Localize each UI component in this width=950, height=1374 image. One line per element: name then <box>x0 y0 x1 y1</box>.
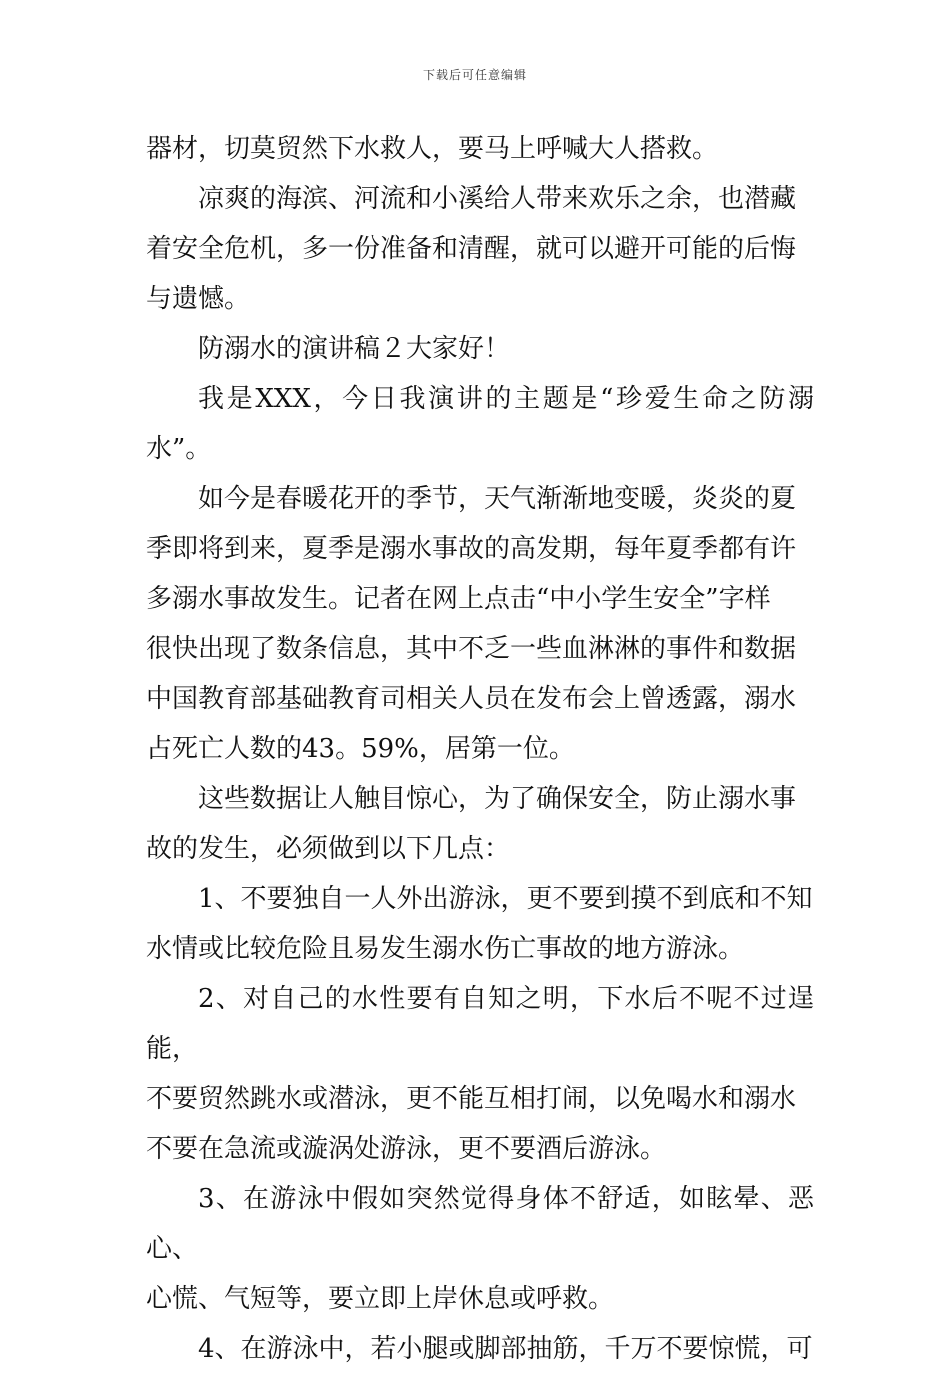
paragraph-9: 3、在游泳中假如突然觉得身体不舒适，如眩晕、恶心、 心慌、气短等，要立即上岸休息或呼救。 <box>146 1184 814 1314</box>
paragraph-1: 器材，切莫贸然下水救人，要马上呼喊大人搭救。 <box>146 134 719 164</box>
paragraph-3: 防溺水的演讲稿２大家好！ <box>198 334 511 364</box>
paragraph-5: 如今是春暖花开的季节，天气渐渐地变暖，炎炎的夏 季即将到来，夏季是溺水事故的高发期，每年夏季都有许 多溺水事故发生。记者在网上点击“中小学生安全”字样 很快出现了数条信息，其中不乏一些血淋淋的事件和数据 中国教育部基础教育司相关人员在发布会上曾透露，溺水 占死亡人数的43。59%，居第一位。 <box>146 484 797 764</box>
paragraph-6: 这些数据让人触目惊心，为了确保安全，防止溺水事 故的发生，必须做到以下几点： <box>146 784 797 864</box>
paragraph-10: 4、在游泳中，若小腿或脚部抽筋，千万不要惊慌，可 <box>198 1334 813 1364</box>
paragraph-7: 1、不要独自一人外出游泳，更不要到摸不到底和不知 水情或比较危险且易发生溺水伤亡事故的地方游泳。 <box>146 884 813 964</box>
paragraph-2: 凉爽的海滨、河流和小溪给人带来欢乐之余，也潜藏 着安全危机，多一份准备和清醒，就可以避开可能的后悔 与遗憾。 <box>146 184 797 314</box>
paragraph-4: 我是XXX，今日我演讲的主题是“珍爱生命之防溺水”。 <box>146 384 814 464</box>
document-body <box>146 124 814 1374</box>
paragraph-8: 2、对自己的水性要有自知之明，下水后不呢不过逞能， 不要贸然跳水或潜泳，更不能互相打闹，以免喝水和溺水 不要在急流或漩涡处游泳，更不要酒后游泳。 <box>146 984 814 1164</box>
page-header: 下载后可任意编辑 <box>422 68 527 82</box>
